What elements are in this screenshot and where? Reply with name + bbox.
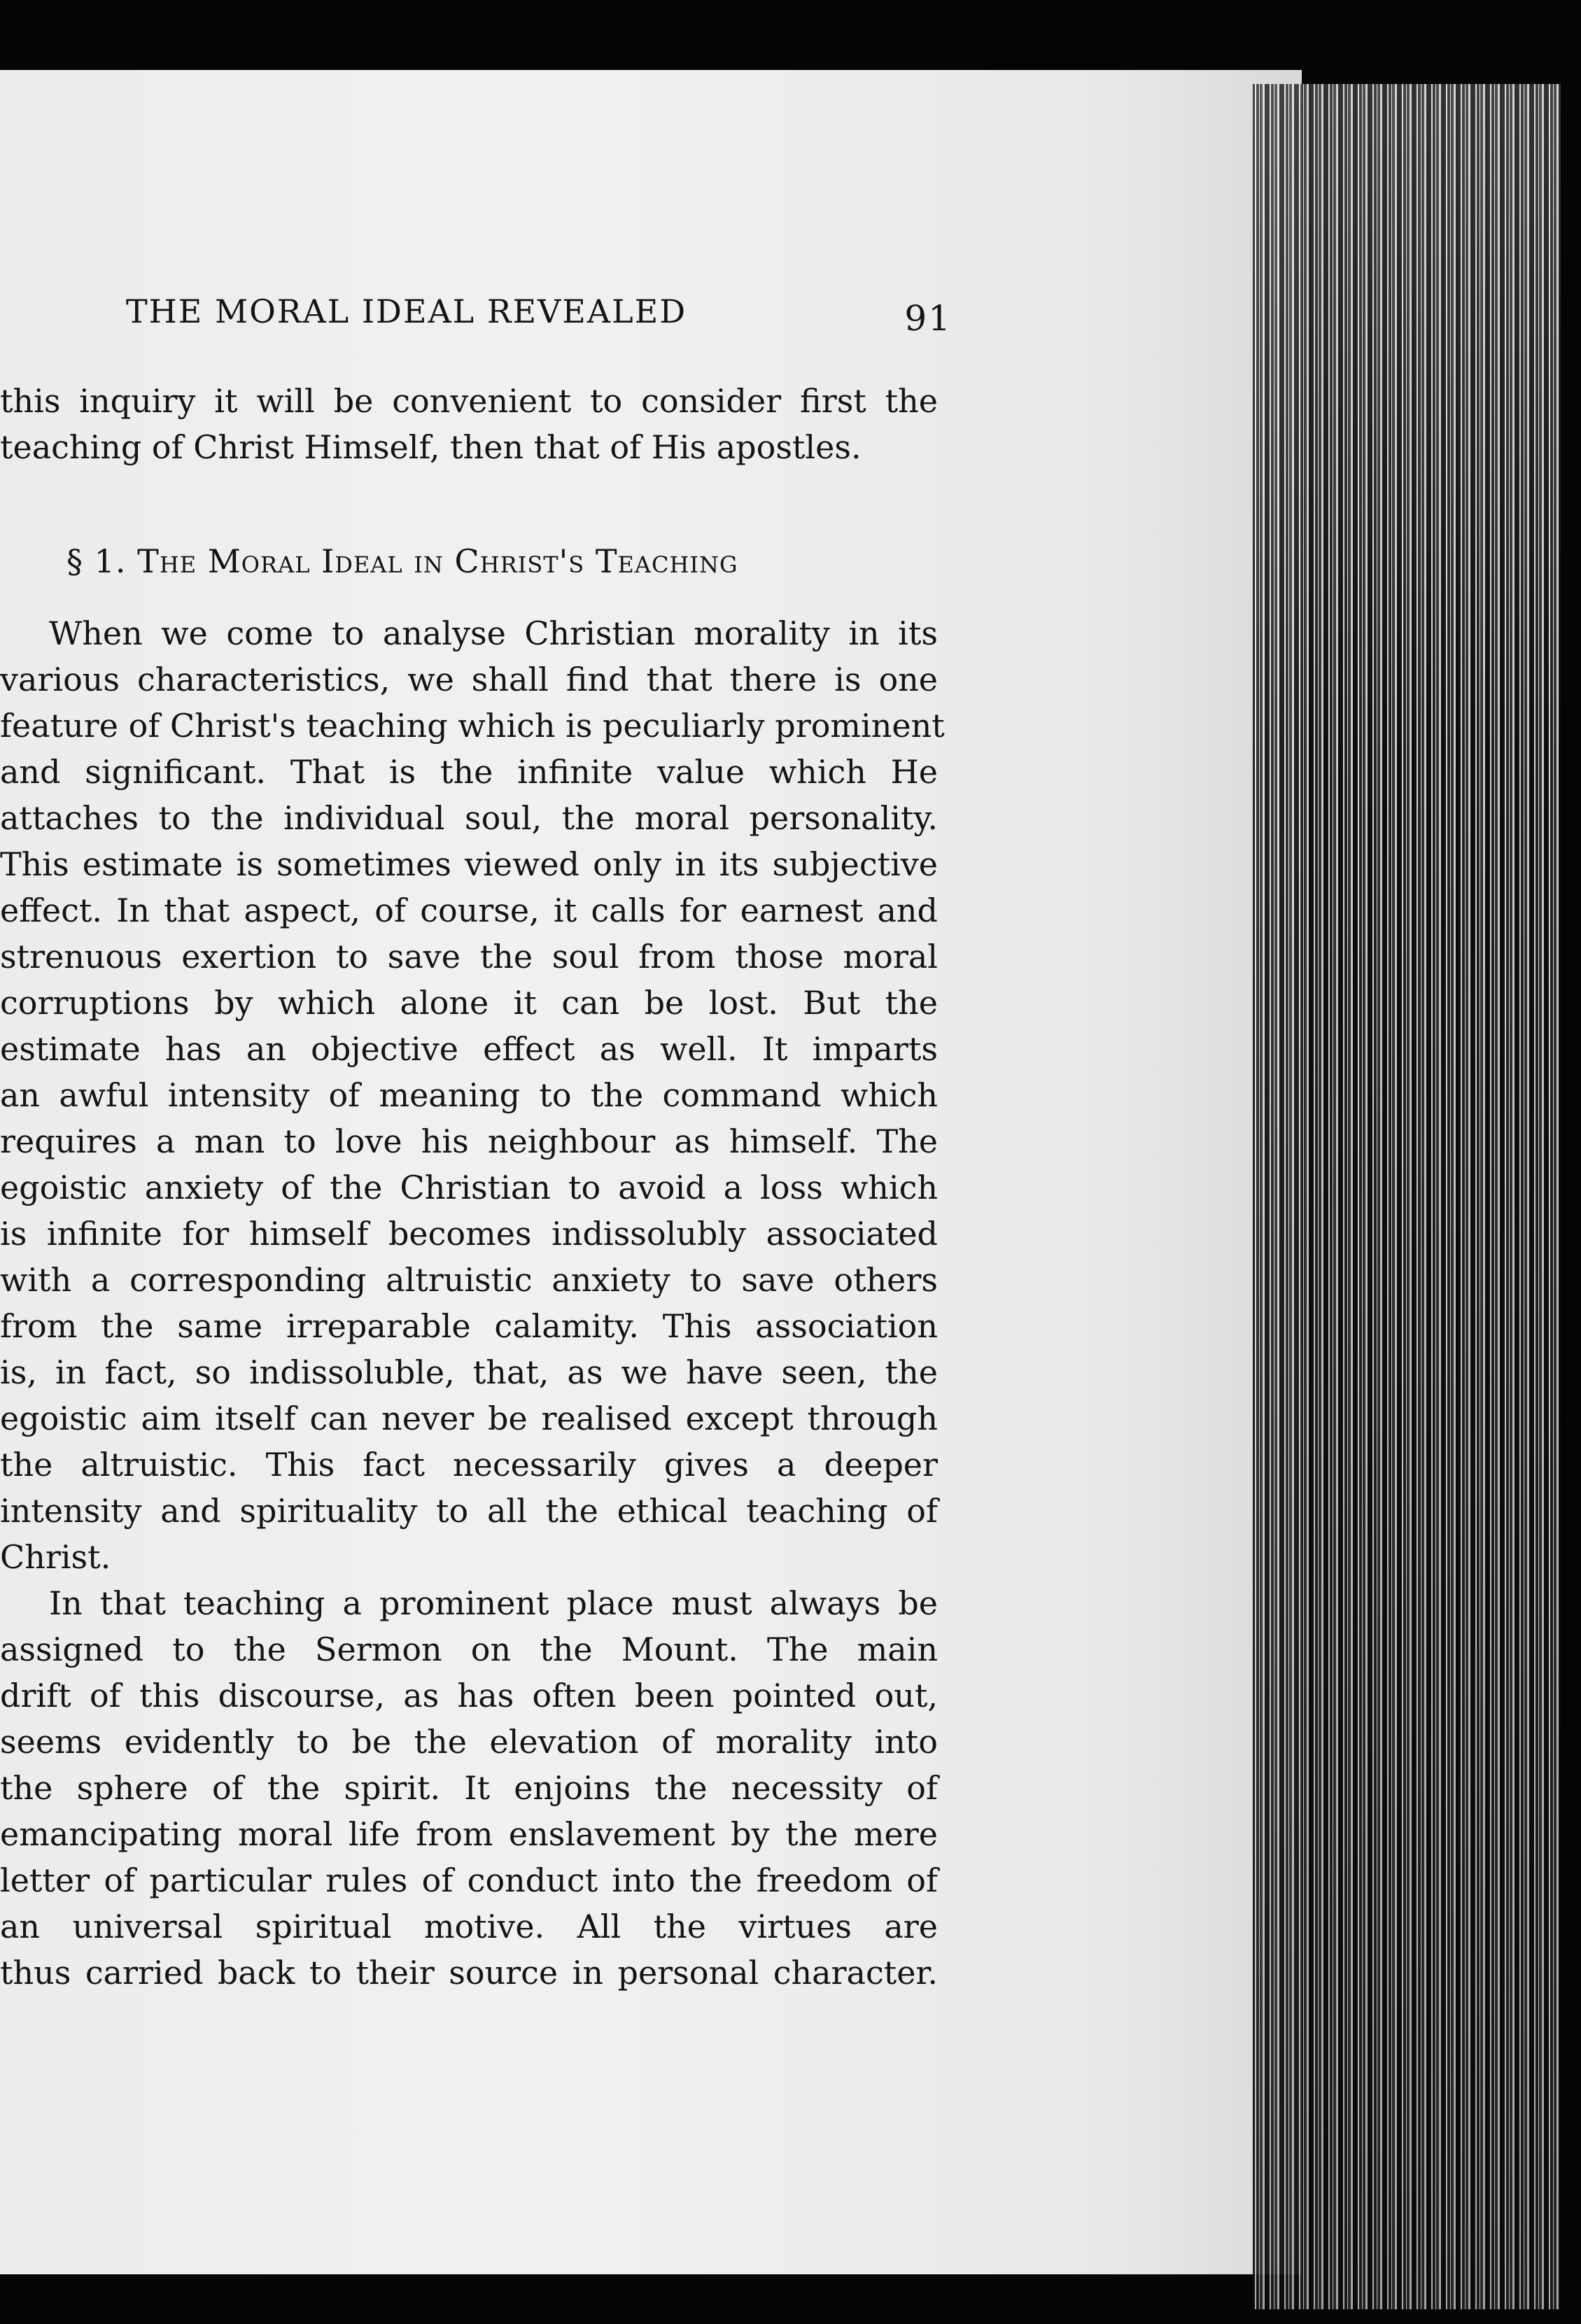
text-line: from the same irreparable calamity. This association <box>0 1307 938 1345</box>
text-line: is, in fact, so indissoluble, that, as we have seen, the <box>0 1353 938 1391</box>
running-head-title: THE MORAL IDEAL REVEALED <box>126 293 687 330</box>
text-line: In that teaching a prominent place must always be <box>49 1584 938 1622</box>
text-line: feature of Christ's teaching which is peculiarly prominent <box>0 707 945 745</box>
text-line: letter of particular rules of conduct into the freedom of <box>0 1861 938 1899</box>
text-line: effect. In that aspect, of course, it calls for earnest and <box>0 892 938 929</box>
text-line: and significant. That is the infinite value which He <box>0 753 938 791</box>
text-line: egoistic anxiety of the Christian to avoid a loss which <box>0 1169 938 1206</box>
text-line: is infinite for himself becomes indissolubly associated <box>0 1215 938 1253</box>
text-line: When we come to analyse Christian morality in its <box>49 614 938 652</box>
text-line: intensity and spirituality to all the ethical teaching of <box>0 1492 938 1530</box>
text-line: an awful intensity of meaning to the command which <box>0 1076 938 1114</box>
text-line: estimate has an objective effect as well. It imparts <box>0 1030 938 1068</box>
text-line: various characteristics, we shall find that there is one <box>0 661 938 698</box>
text-line: requires a man to love his neighbour as himself. The <box>0 1122 938 1160</box>
text-line: assigned to the Sermon on the Mount. The main <box>0 1631 938 1668</box>
text-line: thus carried back to their source in personal character. <box>0 1954 938 1992</box>
text-line: seems evidently to be the elevation of morality into <box>0 1723 938 1761</box>
text-line: an universal spiritual motive. All the virtues are <box>0 1908 938 1945</box>
text-line: This estimate is sometimes viewed only in its subjective <box>0 845 938 883</box>
text-line: drift of this discourse, as has often been pointed out, <box>0 1677 938 1714</box>
text-line: the altruistic. This fact necessarily gives a deeper <box>0 1446 938 1484</box>
text-line: the sphere of the spirit. It enjoins the necessity of <box>0 1769 938 1807</box>
text-line: teaching of Christ Himself, then that of His apostles. <box>0 428 862 466</box>
text-line: Christ. <box>0 1538 111 1576</box>
text-line: this inquiry it will be convenient to consider first the <box>0 382 938 420</box>
running-head <box>126 293 952 339</box>
page-number: 91 <box>904 298 952 339</box>
text-line: strenuous exertion to save the soul from those moral <box>0 938 938 976</box>
text-line: corruptions by which alone it can be lost. But the <box>0 984 938 1022</box>
text-line: attaches to the individual soul, the moral personality. <box>0 799 938 837</box>
section-heading: § 1. The Moral Ideal in Christ's Teaching <box>66 542 738 580</box>
text-line: emancipating moral life from enslavement by the mere <box>0 1815 938 1853</box>
text-line: egoistic aim itself can never be realised except through <box>0 1400 938 1437</box>
text-line: with a corresponding altruistic anxiety to save others <box>0 1261 938 1299</box>
page-edges-shading <box>1253 84 1561 2309</box>
